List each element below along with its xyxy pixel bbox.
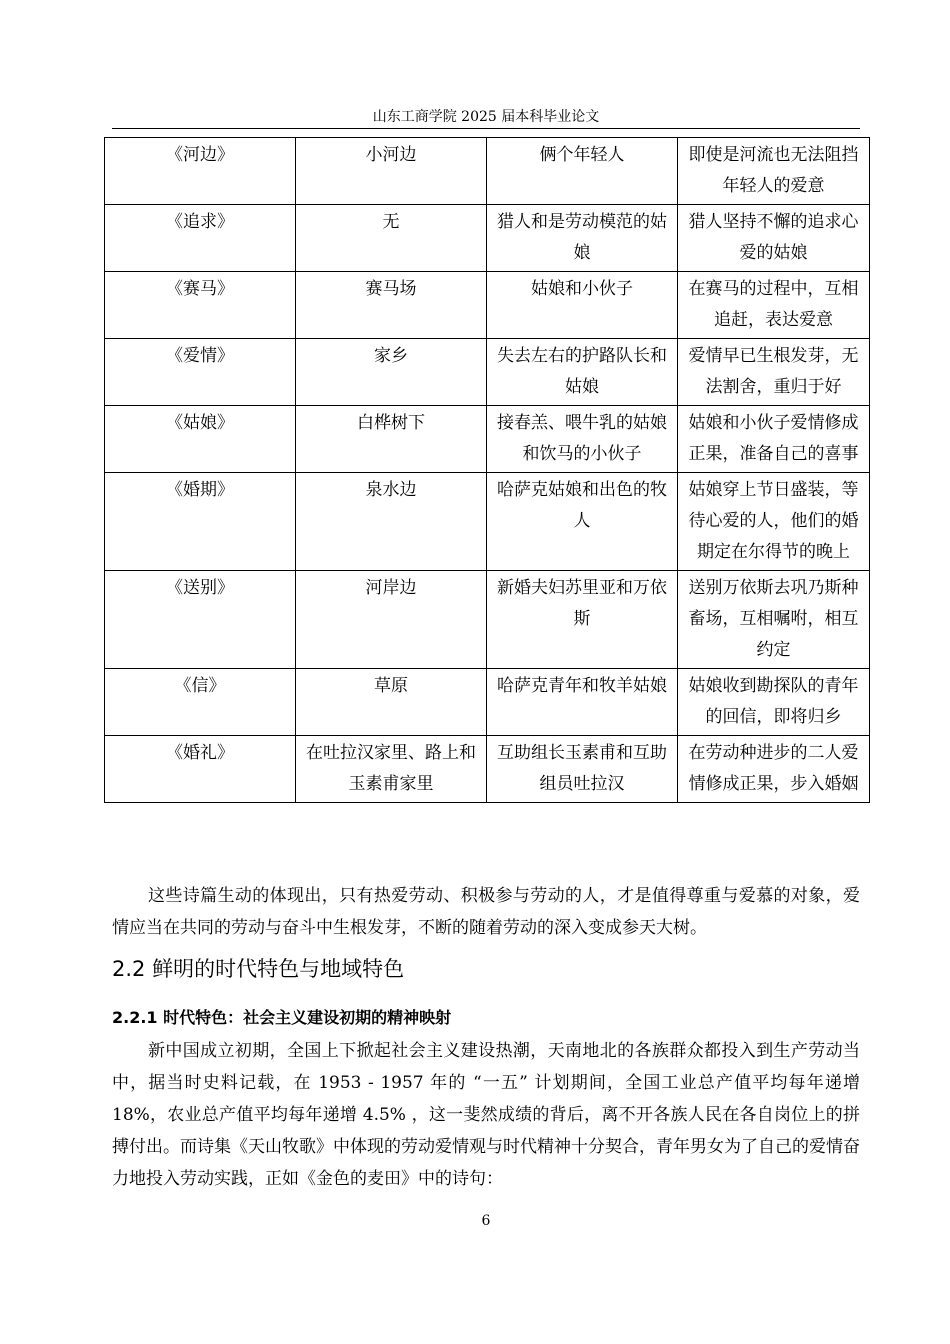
cell-characters: 哈萨克青年和牧羊姑娘 xyxy=(487,669,678,736)
cell-place: 河岸边 xyxy=(296,571,487,669)
cell-place: 在吐拉汉家里、路上和玉素甫家里 xyxy=(296,736,487,803)
table-row xyxy=(105,406,870,473)
cell-title: 《婚礼》 xyxy=(105,736,296,803)
cell-characters: 俩个年轻人 xyxy=(487,138,678,205)
cell-content: 猎人坚持不懈的追求心爱的姑娘 xyxy=(678,205,870,272)
subsection-heading: 2.2.1 时代特色：社会主义建设初期的精神映射 xyxy=(112,1008,452,1027)
table-row xyxy=(105,272,870,339)
cell-title: 《婚期》 xyxy=(105,473,296,571)
cell-characters: 失去左右的护路队长和姑娘 xyxy=(487,339,678,406)
page-number: 6 xyxy=(481,1213,491,1229)
cell-content: 送别万依斯去巩乃斯种畜场，互相嘱咐，相互约定 xyxy=(678,571,870,669)
cell-content: 在赛马的过程中，互相追赶，表达爱意 xyxy=(678,272,870,339)
cell-title: 《信》 xyxy=(105,669,296,736)
cell-content: 爱情早已生根发芽，无法割舍，重归于好 xyxy=(678,339,870,406)
cell-content: 姑娘收到勘探队的青年的回信，即将归乡 xyxy=(678,669,870,736)
table-row xyxy=(105,736,870,803)
cell-place: 泉水边 xyxy=(296,473,487,571)
cell-content: 姑娘穿上节日盛装，等待心爱的人，他们的婚期定在尔得节的晚上 xyxy=(678,473,870,571)
table-row xyxy=(105,669,870,736)
table-row xyxy=(105,473,870,571)
body-paragraph: 这些诗篇生动的体现出，只有热爱劳动、积极参与劳动的人，才是值得尊重与爱慕的对象，爱情应当在共同的劳动与奋斗中生根发芽，不断的随着劳动的深入变成参天大树。 xyxy=(112,886,860,938)
table-row xyxy=(105,138,870,205)
header-rule xyxy=(112,128,860,129)
cell-characters: 互助组长玉素甫和互助组员吐拉汉 xyxy=(487,736,678,803)
cell-title: 《赛马》 xyxy=(105,272,296,339)
cell-place: 小河边 xyxy=(296,138,487,205)
cell-characters: 新婚夫妇苏里亚和万依斯 xyxy=(487,571,678,669)
cell-place: 白桦树下 xyxy=(296,406,487,473)
cell-content: 姑娘和小伙子爱情修成正果，准备自己的喜事 xyxy=(678,406,870,473)
cell-place: 无 xyxy=(296,205,487,272)
cell-characters: 姑娘和小伙子 xyxy=(487,272,678,339)
table-row xyxy=(105,571,870,669)
cell-content: 在劳动种进步的二人爱情修成正果，步入婚姻 xyxy=(678,736,870,803)
cell-place: 草原 xyxy=(296,669,487,736)
cell-characters: 哈萨克姑娘和出色的牧人 xyxy=(487,473,678,571)
cell-characters: 接春羔、喂牛乳的姑娘和饮马的小伙子 xyxy=(487,406,678,473)
cell-content: 即使是河流也无法阻挡年轻人的爱意 xyxy=(678,138,870,205)
table-row xyxy=(105,205,870,272)
cell-title: 《爱情》 xyxy=(105,339,296,406)
cell-title: 《姑娘》 xyxy=(105,406,296,473)
running-header: 山东工商学院 2025 届本科毕业论文 xyxy=(372,109,600,125)
cell-place: 赛马场 xyxy=(296,272,487,339)
table-row xyxy=(105,339,870,406)
poem-table xyxy=(104,137,870,803)
cell-title: 《河边》 xyxy=(105,138,296,205)
body-paragraph: 新中国成立初期，全国上下掀起社会主义建设热潮，天南地北的各族群众都投入到生产劳动当中，据当时史料记载，在 1953 - 1957 年的 “一五” 计划期间，全国工业总产值平均每年递增 18%，农业总产值平均每年递增 4.5% ，这一斐然成绩的背后，离不开各族人民在各自岗位上的拼搏付出。而诗集《天山牧歌》中体现的劳动爱情观与时代精神十分契合，青年男女为了自己的爱情奋力地投入劳动实践，正如《金色的麦田》中的诗句： xyxy=(112,1041,860,1189)
cell-place: 家乡 xyxy=(296,339,487,406)
section-heading: 2.2 鲜明的时代特色与地域特色 xyxy=(112,957,405,981)
cell-title: 《追求》 xyxy=(105,205,296,272)
cell-title: 《送别》 xyxy=(105,571,296,669)
cell-characters: 猎人和是劳动模范的姑娘 xyxy=(487,205,678,272)
